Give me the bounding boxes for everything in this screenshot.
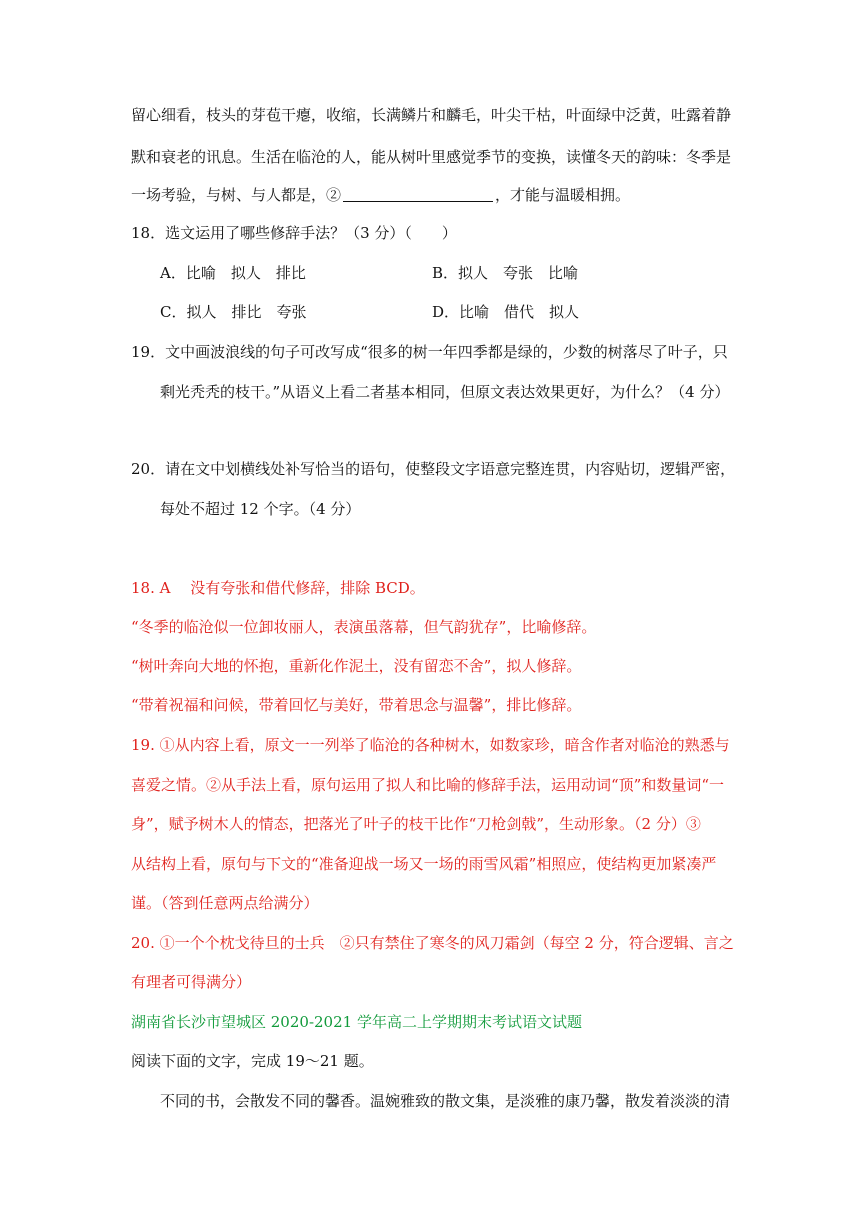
answer-20-line: 20. ①一个个枕戈待旦的士兵 ②只有禁住了寒冬的风刀霜剑（每空 2 分，符合逻辑、言之 xyxy=(131,934,734,952)
option-b: B．拟人 夸张 比喻 xyxy=(432,264,579,282)
question-19-line: 剩光秃秃的枝干。”从语义上看二者基本相同，但原文表达效果更好，为什么？（4 分） xyxy=(160,383,730,401)
passage-text: 一场考验，与树、与人都是，② xyxy=(131,186,342,204)
passage-line xyxy=(131,184,630,205)
answer-20-line: 有理者可得满分） xyxy=(131,973,252,991)
source-title: 湖南省长沙市望城区 2020-2021 学年高二上学期期末考试语文试题 xyxy=(131,1013,582,1031)
answer-19-line: 谨。（答到任意两点给满分） xyxy=(131,894,319,912)
question-18-stem: 18．选文运用了哪些修辞手法？（3 分）（ ） xyxy=(131,224,457,242)
question-19-line: 19．文中画波浪线的句子可改写成“很多的树一年四季都是绿的，少数的树落尽了叶子，只 xyxy=(131,343,728,361)
passage-line: 默和衰老的讯息。生活在临沧的人，能从树叶里感觉季节的变换，读懂冬天的韵味：冬季是 xyxy=(131,148,732,166)
passage-text: ，才能与温暖相拥。 xyxy=(495,186,631,204)
answer-19-line: 身”，赋予树木人的情态，把落光了叶子的枝干比作“刀枪剑戟”，生动形象。（2 分）③ xyxy=(131,815,701,833)
answer-18-line: “树叶奔向大地的怀抱，重新化作泥土，没有留恋不舍”，拟人修辞。 xyxy=(131,657,582,675)
option-a: A．比喻 拟人 排比 xyxy=(160,264,306,282)
question-20-line: 20．请在文中划横线处补写恰当的语句，使整段文字语意完整连贯，内容贴切，逻辑严密， xyxy=(131,460,736,478)
option-c: C．拟人 排比 夸张 xyxy=(160,303,307,321)
reading-instruction: 阅读下面的文字，完成 19～21 题。 xyxy=(131,1052,374,1070)
answer-19-line: 从结构上看，原句与下文的“准备迎战一场又一场的雨雪风霜”相照应，使结构更加紧凑严 xyxy=(131,855,717,873)
option-d: D．比喻 借代 拟人 xyxy=(432,303,580,321)
answer-19-line: 喜爱之情。②从手法上看，原句运用了拟人和比喻的修辞手法，运用动词“顶”和数量词“一 xyxy=(131,776,725,794)
passage-paragraph: 不同的书，会散发不同的馨香。温婉雅致的散文集，是淡雅的康乃馨，散发着淡淡的清 xyxy=(160,1092,731,1110)
answer-18-line: “带着祝福和问候，带着回忆与美好，带着思念与温馨”，排比修辞。 xyxy=(131,696,582,714)
answer-19-line: 19. ①从内容上看，原文一一列举了临沧的各种树木，如数家珍，暗含作者对临沧的熟悉与 xyxy=(131,736,730,754)
answer-18-line: 18. A 没有夸张和借代修辞，排除 BCD。 xyxy=(131,579,425,597)
answer-18-line: “冬季的临沧似一位卸妆丽人，表演虽落幕，但气韵犹存”，比喻修辞。 xyxy=(131,618,597,636)
passage-line: 留心细看，枝头的芽苞干瘪，收缩，长满鳞片和麟毛，叶尖干枯，叶面绿中泛黄，吐露着静 xyxy=(131,106,732,124)
question-20-line: 每处不超过 12 个字。（4 分） xyxy=(160,500,361,518)
fill-in-blank xyxy=(343,187,493,202)
